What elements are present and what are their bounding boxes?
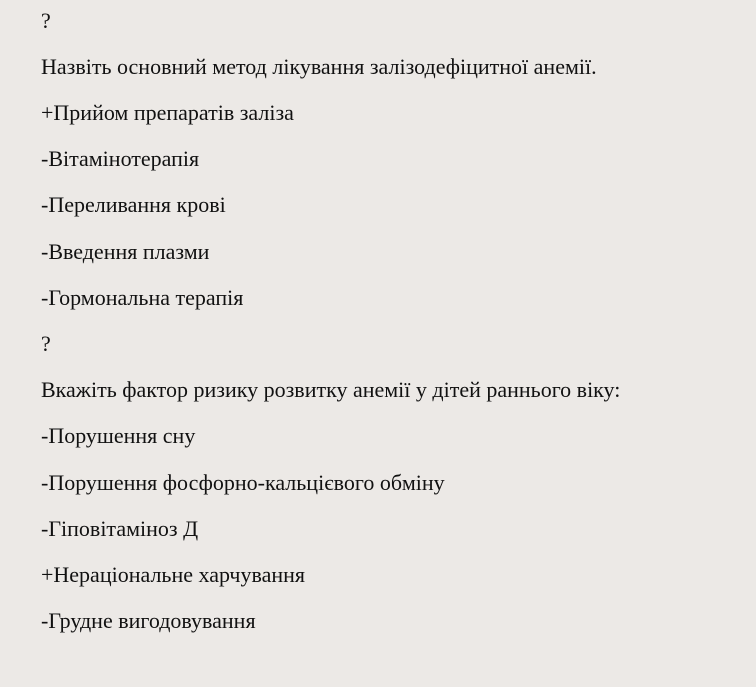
question-2-answer-2: -Порушення фосфорно-кальцієвого обміну <box>41 470 445 495</box>
question-2-answer-5: -Грудне вигодовування <box>41 608 256 633</box>
question-1-answer-3: -Переливання крові <box>41 192 226 217</box>
question-2-text: Вкажіть фактор ризику розвитку анемії у дітей раннього віку: <box>41 377 621 402</box>
question-2-answer-4: +Нераціональне харчування <box>41 562 306 587</box>
question-2-answer-1: -Порушення сну <box>41 423 196 448</box>
question-1-answer-2: -Вітамінотерапія <box>41 146 200 171</box>
question-1-marker: ? <box>41 8 51 33</box>
question-1-text: Назвіть основний метод лікування залізодефіцитної анемії. <box>41 54 597 79</box>
question-1-answer-1: +Прийом препаратів заліза <box>41 100 294 125</box>
question-2-answer-3: -Гіповітаміноз Д <box>41 516 199 541</box>
question-1-answer-5: -Гормональна терапія <box>41 285 244 310</box>
question-2-marker: ? <box>41 331 51 356</box>
question-1-answer-4: -Введення плазми <box>41 239 210 264</box>
